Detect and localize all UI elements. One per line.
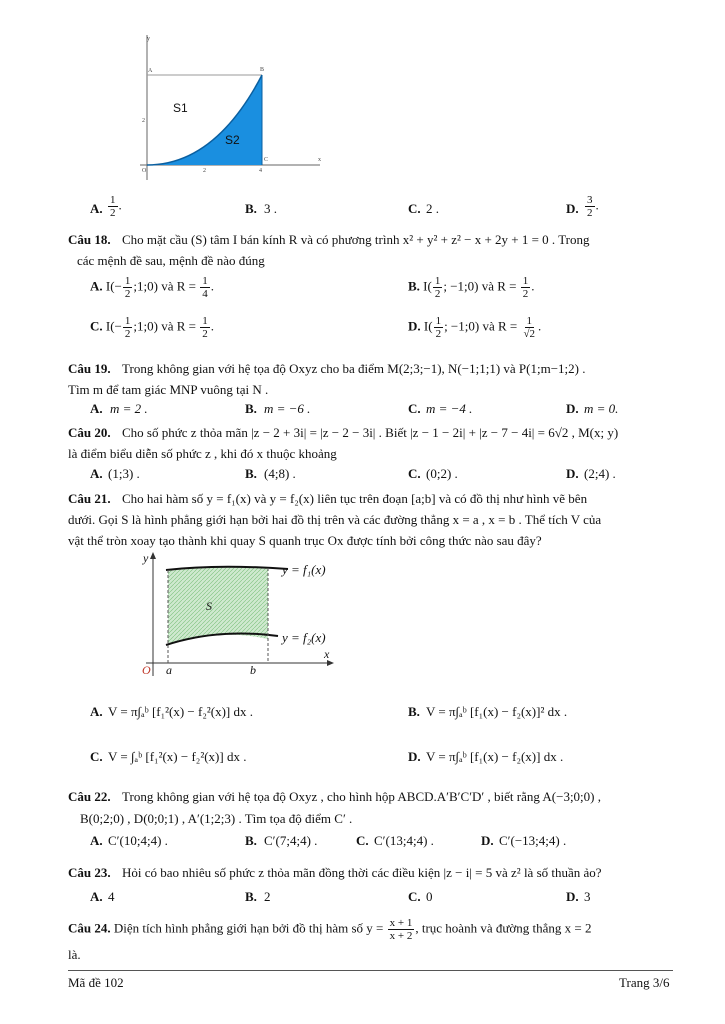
q22-text-2: B(0;2;0) , D(0;0;1) , A′(1;2;3) . Tìm tọa độ điểm C′ .: [80, 811, 353, 826]
q20-b-label: B.: [245, 466, 257, 481]
q21-b-label: B.: [408, 704, 420, 719]
q20-d-value: (2;4) .: [584, 466, 616, 481]
q19-b-value: m = −6 .: [264, 401, 311, 416]
q17-d-den: 2: [587, 207, 593, 219]
fig1-tick-x1: 2: [203, 168, 206, 174]
footer-page-number: Trang 3/6: [619, 975, 670, 990]
q18-text-1: Cho mặt cầu (S) tâm I bán kính R và có phương trình x² + y² + z² − x + 2y + 1 = 0 . Trong: [122, 232, 590, 247]
q17-c-label: C.: [408, 201, 421, 216]
q21-c-value: V = ∫ₐᵇ [f₁²(x) − f₂²(x)] dx .: [108, 749, 247, 764]
q19-c-label: C.: [408, 401, 421, 416]
q17-a-den: 2: [110, 207, 116, 219]
q18-option-a: A. I(− $\frac{1}{2}$ ;1;0) và R = $\frac{1}{4}$ .: [90, 275, 214, 300]
q24-frac-num: x + 1: [389, 917, 413, 929]
fig1-s2-label: S2: [225, 133, 240, 147]
q23-a-value: 4: [108, 889, 115, 904]
q19-label: Câu 19.: [68, 361, 111, 376]
q22-d-value: C′(−13;4;4) .: [499, 833, 567, 848]
q20-d-label: D.: [566, 466, 579, 481]
q24-text-2: là.: [68, 947, 81, 962]
q24-text-1a: Diện tích hình phẳng giới hạn bởi đồ thị hàm số y =: [113, 920, 384, 936]
q23-label: Câu 23.: [68, 865, 111, 880]
q24-label: Câu 24.: [68, 920, 111, 936]
q23-b-value: 2: [264, 889, 271, 904]
q22-label: Câu 22.: [68, 789, 111, 804]
q22-a-value: C′(10;4;4) .: [108, 833, 168, 848]
fig2-a-label: a: [166, 663, 172, 677]
fig2-s-label: S: [206, 599, 212, 613]
fig2-f2-label: y = f₂(x): [282, 630, 326, 645]
q21-c-label: C.: [90, 749, 103, 764]
q21-b-value: V = π∫ₐᵇ [f₁(x) − f₂(x)]² dx .: [426, 704, 568, 719]
fig1-tick-y: 2: [142, 118, 145, 124]
q17-answers: A. $\frac{1}{2}$ . B. 3 . C. 2 . D. $\frac{3}{2}$ .: [90, 194, 599, 219]
q23-text-1: Hỏi có bao nhiêu số phức z thỏa mãn đồng thời các điều kiện |z − i| = 5 và z² là số thuần ảo?: [122, 865, 602, 880]
q17-a-label: A.: [90, 201, 103, 216]
q20-a-value: (1;3) .: [108, 466, 140, 481]
q20-a-label: A.: [90, 466, 103, 481]
q22-c-label: C.: [356, 833, 369, 848]
q22-b-value: C′(7;4;4) .: [264, 833, 318, 848]
fig1-s1-label: S1: [173, 101, 188, 115]
q22-b-label: B.: [245, 833, 257, 848]
footer-exam-code: Mã đề 102: [68, 975, 124, 990]
q23-d-label: D.: [566, 889, 579, 904]
q21-d-label: D.: [408, 749, 421, 764]
q21-text-2: dưới. Gọi S là hình phẳng giới hạn bởi hai đồ thị trên và các đường thẳng x = a , x = b . Thể tích V của: [68, 512, 602, 527]
fig1-tick-x2: 4: [259, 168, 262, 174]
q17-d-num: 3: [587, 194, 593, 206]
q17-b-label: B.: [245, 201, 257, 216]
q20-c-value: (0;2) .: [426, 466, 458, 481]
q19-d-label: D.: [566, 401, 579, 416]
fig2-y-label: y: [143, 551, 149, 565]
area-figure-s1-s2: [135, 30, 335, 190]
fig1-point-c: C: [264, 157, 269, 163]
q20-text-1: Cho số phức z thỏa mãn |z − 2 + 3i| = |z − 2 − 3i| . Biết |z − 1 − 2i| + |z − 7 − 4i| = 6√2 , M(x; y): [122, 425, 619, 440]
fig1-x-label: x: [318, 157, 321, 163]
q20-text-2: là điểm biểu diễn số phức z , khi đó x thuộc khoảng: [68, 446, 337, 461]
q23-b-label: B.: [245, 889, 257, 904]
footer-divider: [68, 970, 673, 971]
q17-d-label: D.: [566, 201, 579, 216]
q22-a-label: A.: [90, 833, 103, 848]
fig1-y-label: y: [147, 36, 150, 42]
fig1-origin: O: [142, 168, 147, 174]
q19-a-label: A.: [90, 401, 103, 416]
q24-line-1: [68, 917, 591, 942]
fig2-f1-label: y = f₁(x): [282, 562, 326, 577]
fig1-point-a: A: [148, 68, 153, 74]
q17-a-num: 1: [110, 194, 116, 206]
q21-a-label: A.: [90, 704, 103, 719]
q21-text-1: Cho hai hàm số y = f₁(x) và y = f₂(x) liên tục trên đoạn [a;b] và có đồ thị như hình vẽ bên: [122, 491, 588, 506]
q19-b-label: B.: [245, 401, 257, 416]
q23-a-label: A.: [90, 889, 103, 904]
q24-text-1b: , trục hoành và đường thẳng x = 2: [415, 920, 592, 936]
q18-label: Câu 18.: [68, 232, 111, 247]
fig2-b-label: b: [250, 663, 256, 677]
q20-c-label: C.: [408, 466, 421, 481]
q23-c-value: 0: [426, 889, 433, 904]
fig2-origin: O: [142, 663, 151, 677]
q18-option-c: C. I(− $\frac{1}{2}$ ;1;0) và R = $\frac{1}{2}$ .: [90, 315, 214, 340]
q19-text-1: Trong không gian với hệ tọa độ Oxyz cho ba điểm M(2;3;−1), N(−1;1;1) và P(1;m−1;2) .: [122, 361, 586, 376]
q19-d-value: m = 0.: [584, 401, 619, 416]
fig2-x-label: x: [324, 647, 330, 661]
q21-text-3: vật thể tròn xoay tạo thành khi quay S quanh trục Ox được tính bởi công thức nào sau đây?: [68, 533, 542, 548]
q17-c-value: 2 .: [426, 201, 439, 216]
q17-b-value: 3 .: [264, 201, 277, 216]
q23-d-value: 3: [584, 889, 591, 904]
q18-option-b: B. I( $\frac{1}{2}$ ; −1;0) và R = $\frac{1}{2}$ .: [408, 275, 535, 300]
fig1-point-b: B: [260, 67, 265, 73]
q19-c-value: m = −4 .: [426, 401, 473, 416]
q24-frac-den: x + 2: [389, 930, 413, 942]
q22-c-value: C′(13;4;4) .: [374, 833, 434, 848]
q22-d-label: D.: [481, 833, 494, 848]
q19-a-value: m = 2 .: [110, 401, 148, 416]
q18-option-d: D. I( $\frac{1}{2}$ ; −1;0) và R = $\frac{1}{√2}$ .: [408, 315, 542, 340]
q22-text-1: Trong không gian với hệ tọa độ Oxyz , cho hình hộp ABCD.A′B′C′D′ , biết rằng A(−3;0;0) ,: [122, 789, 601, 804]
q21-d-value: V = π∫ₐᵇ [f₁(x) − f₂(x)] dx .: [426, 749, 564, 764]
q21-label: Câu 21.: [68, 491, 111, 506]
q20-label: Câu 20.: [68, 425, 111, 440]
q19-text-2: Tìm m để tam giác MNP vuông tại N .: [68, 382, 269, 397]
q18-text-2: các mệnh đề sau, mệnh đề nào đúng: [77, 253, 265, 268]
q21-a-value: V = π∫ₐᵇ [f₁²(x) − f₂²(x)] dx .: [108, 704, 254, 719]
q23-c-label: C.: [408, 889, 421, 904]
q20-b-value: (4;8) .: [264, 466, 296, 481]
